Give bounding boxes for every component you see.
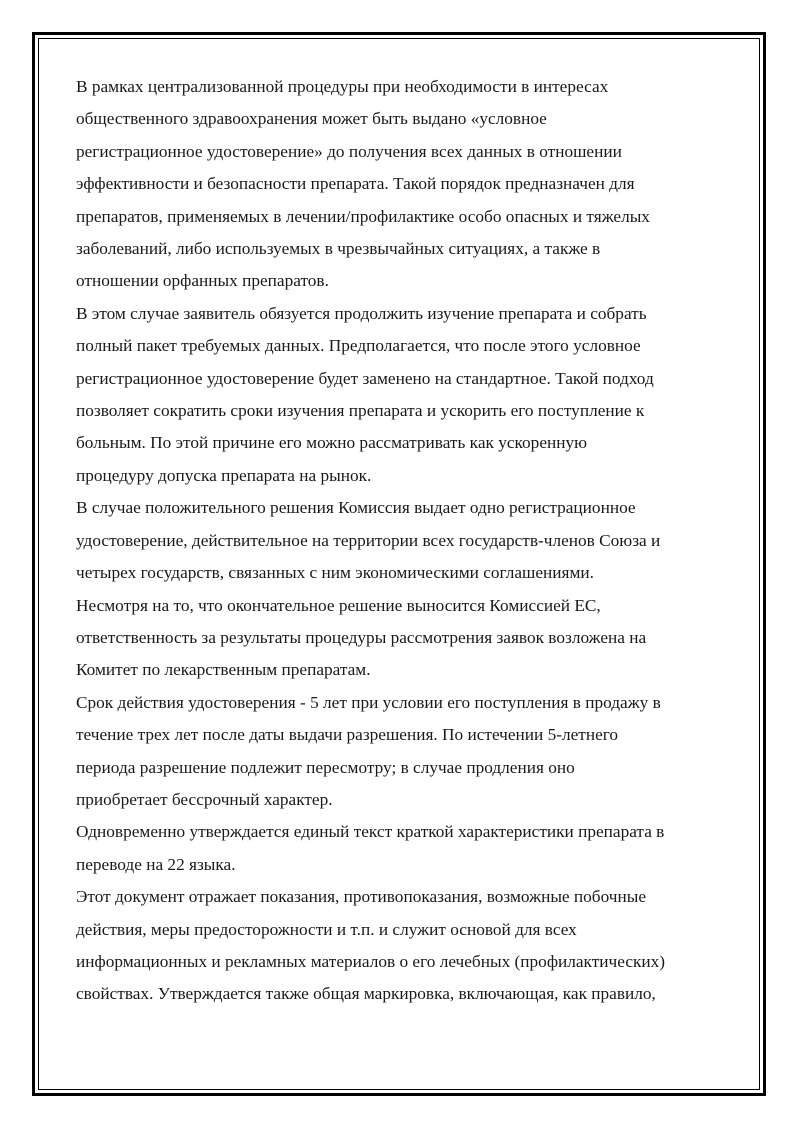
- text-line: Срок действия удостоверения - 5 лет при условии его поступления в продажу в: [76, 692, 661, 712]
- text-line: Комитет по лекарственным препаратам.: [76, 660, 371, 680]
- text-line: свойствах. Утверждается также общая маркировка, включающая, как правило,: [76, 984, 656, 1004]
- text-line: информационных и рекламных материалов о его лечебных (профилактических): [76, 951, 666, 971]
- text-line: ответственность за результаты процедуры рассмотрения заявок возложена на: [76, 627, 647, 647]
- text-line: общественного здравоохранения может быть выдано «условное: [76, 109, 547, 129]
- text-line: регистрационное удостоверение» до получения всех данных в отношении: [76, 141, 622, 161]
- text-line: приобретает бессрочный характер.: [76, 789, 333, 809]
- text-line: действия, меры предосторожности и т.п. и служит основой для всех: [76, 919, 577, 939]
- text-line: В случае положительного решения Комиссия выдает одно регистрационное: [76, 498, 636, 518]
- text-line: Одновременно утверждается единый текст краткой характеристики препарата в: [76, 822, 665, 842]
- text-line: заболеваний, либо используемых в чрезвычайных ситуациях, а также в: [76, 239, 601, 259]
- text-line: регистрационное удостоверение будет заменено на стандартное. Такой подход: [76, 368, 654, 388]
- text-line: позволяет сократить сроки изучения препарата и ускорить его поступление к: [76, 401, 645, 421]
- text-line: удостоверение, действительное на территории всех государств-членов Союза и: [76, 530, 661, 550]
- text-line: четырех государств, связанных с ним экономическими соглашениями.: [76, 563, 594, 583]
- text-line: отношении орфанных препаратов.: [76, 271, 329, 291]
- text-line: препаратов, применяемых в лечении/профилактике особо опасных и тяжелых: [76, 206, 650, 226]
- text-line: больным. По этой причине его можно рассматривать как ускоренную: [76, 433, 588, 453]
- text-line: течение трех лет после даты выдачи разрешения. По истечении 5-летнего: [76, 725, 619, 745]
- text-line: Этот документ отражает показания, противопоказания, возможные побочные: [76, 887, 647, 907]
- text-line: Несмотря на то, что окончательное решение выносится Комиссией ЕС,: [76, 595, 601, 615]
- text-line: переводе на 22 языка.: [76, 854, 236, 874]
- text-line: В этом случае заявитель обязуется продолжить изучение препарата и собрать: [76, 303, 647, 323]
- document-body: [76, 71, 728, 1011]
- text-line: периода разрешение подлежит пересмотру; в случае продления оно: [76, 757, 575, 777]
- text-line: эффективности и безопасности препарата. Такой порядок предназначен для: [76, 174, 635, 194]
- text-line: полный пакет требуемых данных. Предполагается, что после этого условное: [76, 336, 641, 356]
- text-line: процедуру допуска препарата на рынок.: [76, 465, 372, 485]
- text-line: В рамках централизованной процедуры при необходимости в интересах: [76, 77, 609, 96]
